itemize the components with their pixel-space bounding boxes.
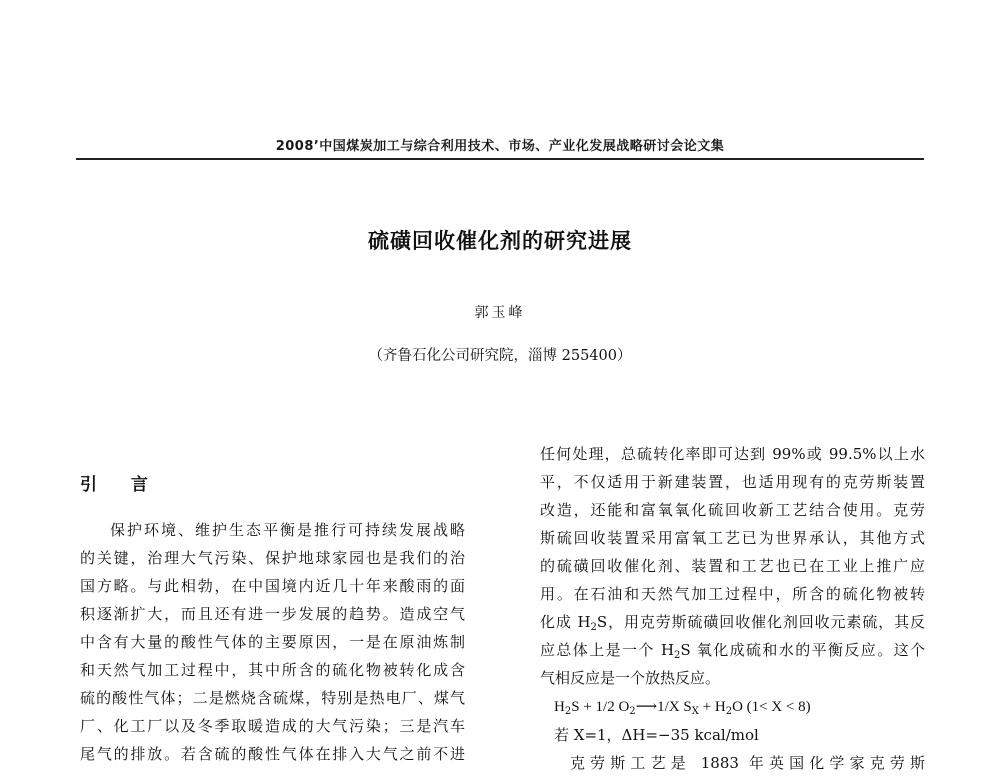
subscript: 2 [725,706,733,717]
subscript: 2 [564,706,572,717]
subscript: 2 [629,706,636,717]
eq-term: S + 1/2 O [571,699,630,715]
eq-term: H [554,699,565,715]
paragraph-line: 改造，还能和富氧氧化硫回收新工艺结合使用。克劳 [540,501,925,519]
paragraph-line: 的硫磺回收催化剂、装置和工艺也已在工业上推广应 [540,557,925,575]
paragraph-line: 厂、化工厂以及冬季取暖造成的大气污染；三是汽车 [80,717,465,735]
paper-title: 硫磺回收催化剂的研究进展 [368,229,632,253]
text-run: S，用克劳斯硫磺回收催化剂回收元素硫，其反 [596,613,925,631]
paragraph-line: 任何处理，总硫转化率即可达到 99%或 99.5%以上水 [540,445,925,463]
paragraph-line [540,636,925,664]
author: 郭玉峰 [474,305,526,321]
right-column [540,440,925,777]
paragraph-line: 积逐渐扩大，而且还有进一步发展的趋势。造成空气 [80,605,465,623]
eq-term: + H [698,699,726,715]
affiliation: （齐鲁石化公司研究院，淄博 255400） [368,348,632,364]
paragraph-line: 克劳斯工艺是 1883 年英国化学家克劳斯 [570,754,925,772]
left-column [80,516,465,768]
reaction-equation [540,692,925,721]
paragraph-line: 国方略。与此相勃，在中国境内近几十年来酸雨的面 [80,577,465,595]
running-head: 2008’中国煤炭加工与综合利用技术、市场、产业化发展战略研讨会论文集 [275,139,725,154]
paragraph-line: 和天然气加工过程中，其中所含的硫化物被转化成含 [80,661,465,679]
subscript: 2 [674,650,681,661]
paragraph-line: 保护环境、维护生态平衡是推行可持续发展战略 [110,521,465,539]
section-heading: 引 言 [80,475,162,495]
paragraph-line: 气相反应是一个放热反应。 [540,669,721,687]
subscript: X [691,706,699,717]
text-run: 化成 H [540,613,591,631]
text-run: S 氧化成硫和水的平衡反应。这个 [680,641,926,659]
paragraph-line [540,608,925,636]
paragraph-line: 尾气的排放。若含硫的酸性气体在排入大气之前不进 [80,745,465,763]
paragraph-line: 平，不仅适用于新建装置，也适用现有的克劳斯装置 [540,473,925,491]
paragraph-line: 硫的酸性气体；二是燃烧含硫煤，特别是热电厂、煤气 [80,689,465,707]
eq-term: ⟶1/X S [635,699,692,715]
paragraph-line: 用。在石油和天然气加工过程中，所含的硫化物被转 [540,585,925,603]
paragraph-line: 中含有大量的酸性气体的主要原因，一是在原油炼制 [80,633,465,651]
text-run: 应总体上是一个 H [540,641,675,659]
paragraph-line: 斯硫回收装置采用富氧工艺已为世界承认，其他方式 [540,529,925,547]
subscript: 2 [590,622,597,633]
enthalpy-line: 若 X=1，ΔH=−35 kcal/mol [554,726,759,744]
header-rule [76,158,924,160]
paragraph-line: 的关键，治理大气污染、保护地球家园也是我们的治 [80,549,465,567]
eq-term: O (1< X < 8) [732,699,811,715]
